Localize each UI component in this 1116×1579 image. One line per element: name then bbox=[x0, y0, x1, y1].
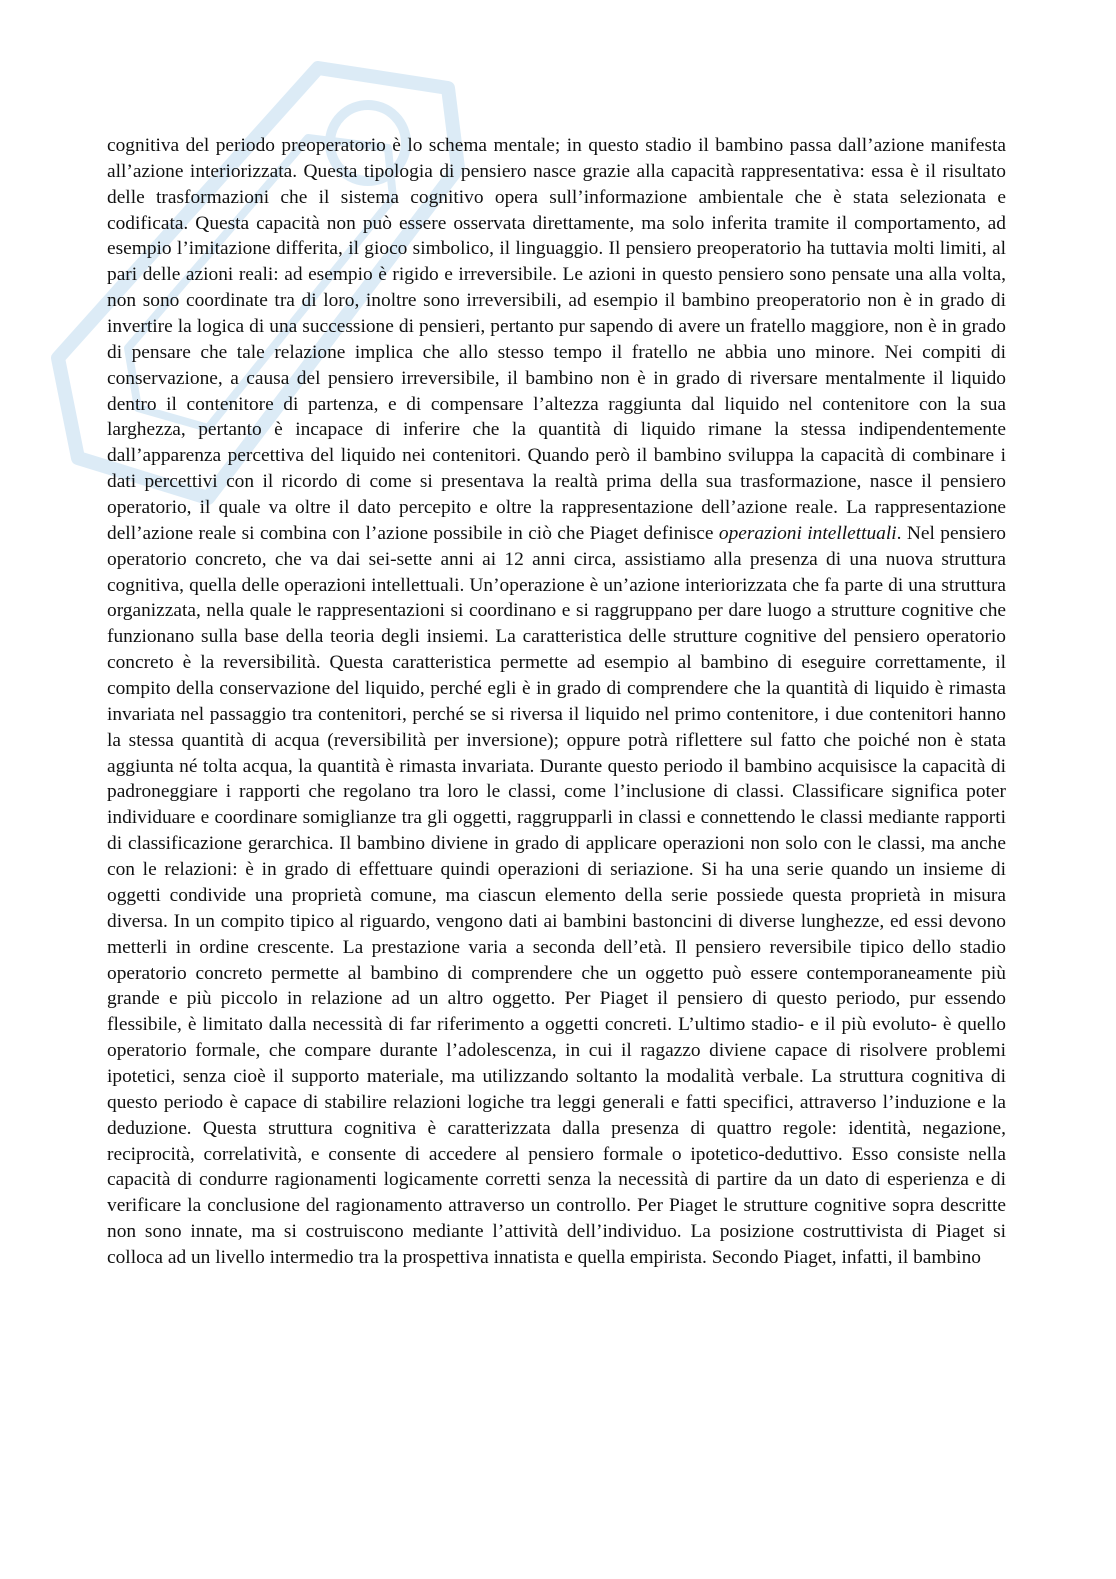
body-text-part-2: . Nel pensiero operatorio concreto, che va dai sei-sette anni ai 12 anni circa, assistiamo alla presenza di una nuova struttura cognitiva, quella delle operazioni intellettuali. Un’operazione è un’azione interiorizzata che fa parte di una struttura organizzata, nella quale le rappresentazioni si coordinano e si raggruppano per dare luogo a strutture cognitive che funzionano sulla base della teoria degli insiemi. La caratteristica delle strutture cognitive del pensiero operatorio concreto è la reversibilità. Questa caratteristica permette ad esempio al bambino di eseguire correttamente, il compito della conservazione del liquido, perché egli è in grado di comprendere che la quantità di liquido è rimasta invariata nel passaggio tra contenitori, perché se si riversa il liquido nel primo contenitore, i due contenitori hanno la stessa quantità di acqua (reversibilità per inversione); oppure potrà riflettere sul fatto che poiché non è stata aggiunta né tolta acqua, la quantità è rimasta invariata. Durante questo periodo il bambino acquisisce la capacità di padroneggiare i rapporti che regolano tra loro le classi, come l’inclusione di classi. Classificare significa poter individuare e coordinare somiglianze tra gli oggetti, raggrupparli in classi e connettendo le classi mediante rapporti di classificazione gerarchica. Il bambino diviene in grado di applicare operazioni non solo con le classi, ma anche con le relazioni: è in grado di effettuare quindi operazioni di seriazione. Si ha una serie quando un insieme di oggetti condivide una proprietà comune, ma ciascun elemento della serie possiede questa proprietà in misura diversa. In un compito tipico al riguardo, vengono dati ai bambini bastoncini di diverse lunghezze, ed essi devono metterli in ordine crescente. La prestazione varia a seconda dell’età. Il pensiero reversibile tipico dello stadio operatorio concreto permette al bambino di comprendere che un oggetto può essere contemporaneamente più grande e più piccolo in relazione ad un altro oggetto. Per Piaget il pensiero di questo periodo, pur essendo flessibile, è limitato dalla necessità di far riferimento a oggetti concreti. L’ultimo stadio- e il più evoluto- è quello operatorio formale, che compare durante l’adolescenza, in cui il ragazzo diviene capace di risolvere problemi ipotetici, senza cioè il supporto materiale, ma utilizzando soltanto la modalità verbale. La struttura cognitiva di questo periodo è capace di stabilire relazioni logiche tra leggi generali e fatti specifici, attraverso l’induzione e la deduzione. Questa struttura cognitiva è caratterizzata dalla presenza di quattro regole: identità, negazione, reciprocità, correlatività, e consente di accedere al pensiero formale o ipotetico-deduttivo. Esso consiste nella capacità di condurre ragionamenti logicamente corretti senza la necessità di partire da un dato di esperienza e di verificare la conclusione del ragionamento attraverso un controllo. Per Piaget le strutture cognitive sopra descritte non sono innate, ma si costruiscono mediante l’attività dell’individuo. La posizione costruttivista di Piaget si colloca ad un livello intermedio tra la prospettiva innatista e quella empirista. Secondo Piaget, infatti, il bambino bbox=[107, 522, 1007, 1268]
body-text-part-1: cognitiva del periodo preoperatorio è lo schema mentale; in questo stadio il bambino passa dall’azione manifesta all’azione interiorizzata. Questa tipologia di pensiero nasce grazie alla capacità rappresentativa: essa è il risultato delle trasformazioni che il sistema cognitivo opera sull’informazione ambientale che è stata selezionata e codificata. Questa capacità non può essere osservata direttamente, ma solo inferita tramite il comportamento, ad esempio l’imitazione differita, il gioco simbolico, il linguaggio. Il pensiero preoperatorio ha tuttavia molti limiti, al pari delle azioni reali: ad esempio è rigido e irreversibile. Le azioni in questo pensiero sono pensate una alla volta, non sono coordinate tra di loro, inoltre sono irreversibili, ad esempio il bambino preoperatorio non è in grado di invertire la logica di una successione di pensieri, pertanto pur sapendo di avere un fratello maggiore, non è in grado di pensare che tale relazione implica che allo stesso tempo il fratello ne abbia uno minore. Nei compiti di conservazione, a causa del pensiero irreversibile, il bambino non è in grado di riversare mentalmente il liquido dentro il contenitore di partenza, e di compensare l’altezza raggiunta dal liquido nel contenitore con la sua larghezza, pertanto è incapace di inferire che la quantità di liquido rimane la stessa indipendentemente dall’apparenza percettiva del liquido nei contenitori. Quando però il bambino sviluppa la capacità di combinare i dati percettivi con il ricordo di come si presentava la realtà prima della sua trasformazione, nasce il pensiero operatorio, il quale va oltre il dato percepito e oltre la rappresentazione dell’azione reale. La rappresentazione dell’azione reale si combina con l’azione possibile in ciò che Piaget definisce bbox=[107, 135, 1006, 544]
body-paragraph bbox=[107, 133, 1006, 1271]
italic-term: operazioni intellettuali bbox=[718, 522, 897, 544]
